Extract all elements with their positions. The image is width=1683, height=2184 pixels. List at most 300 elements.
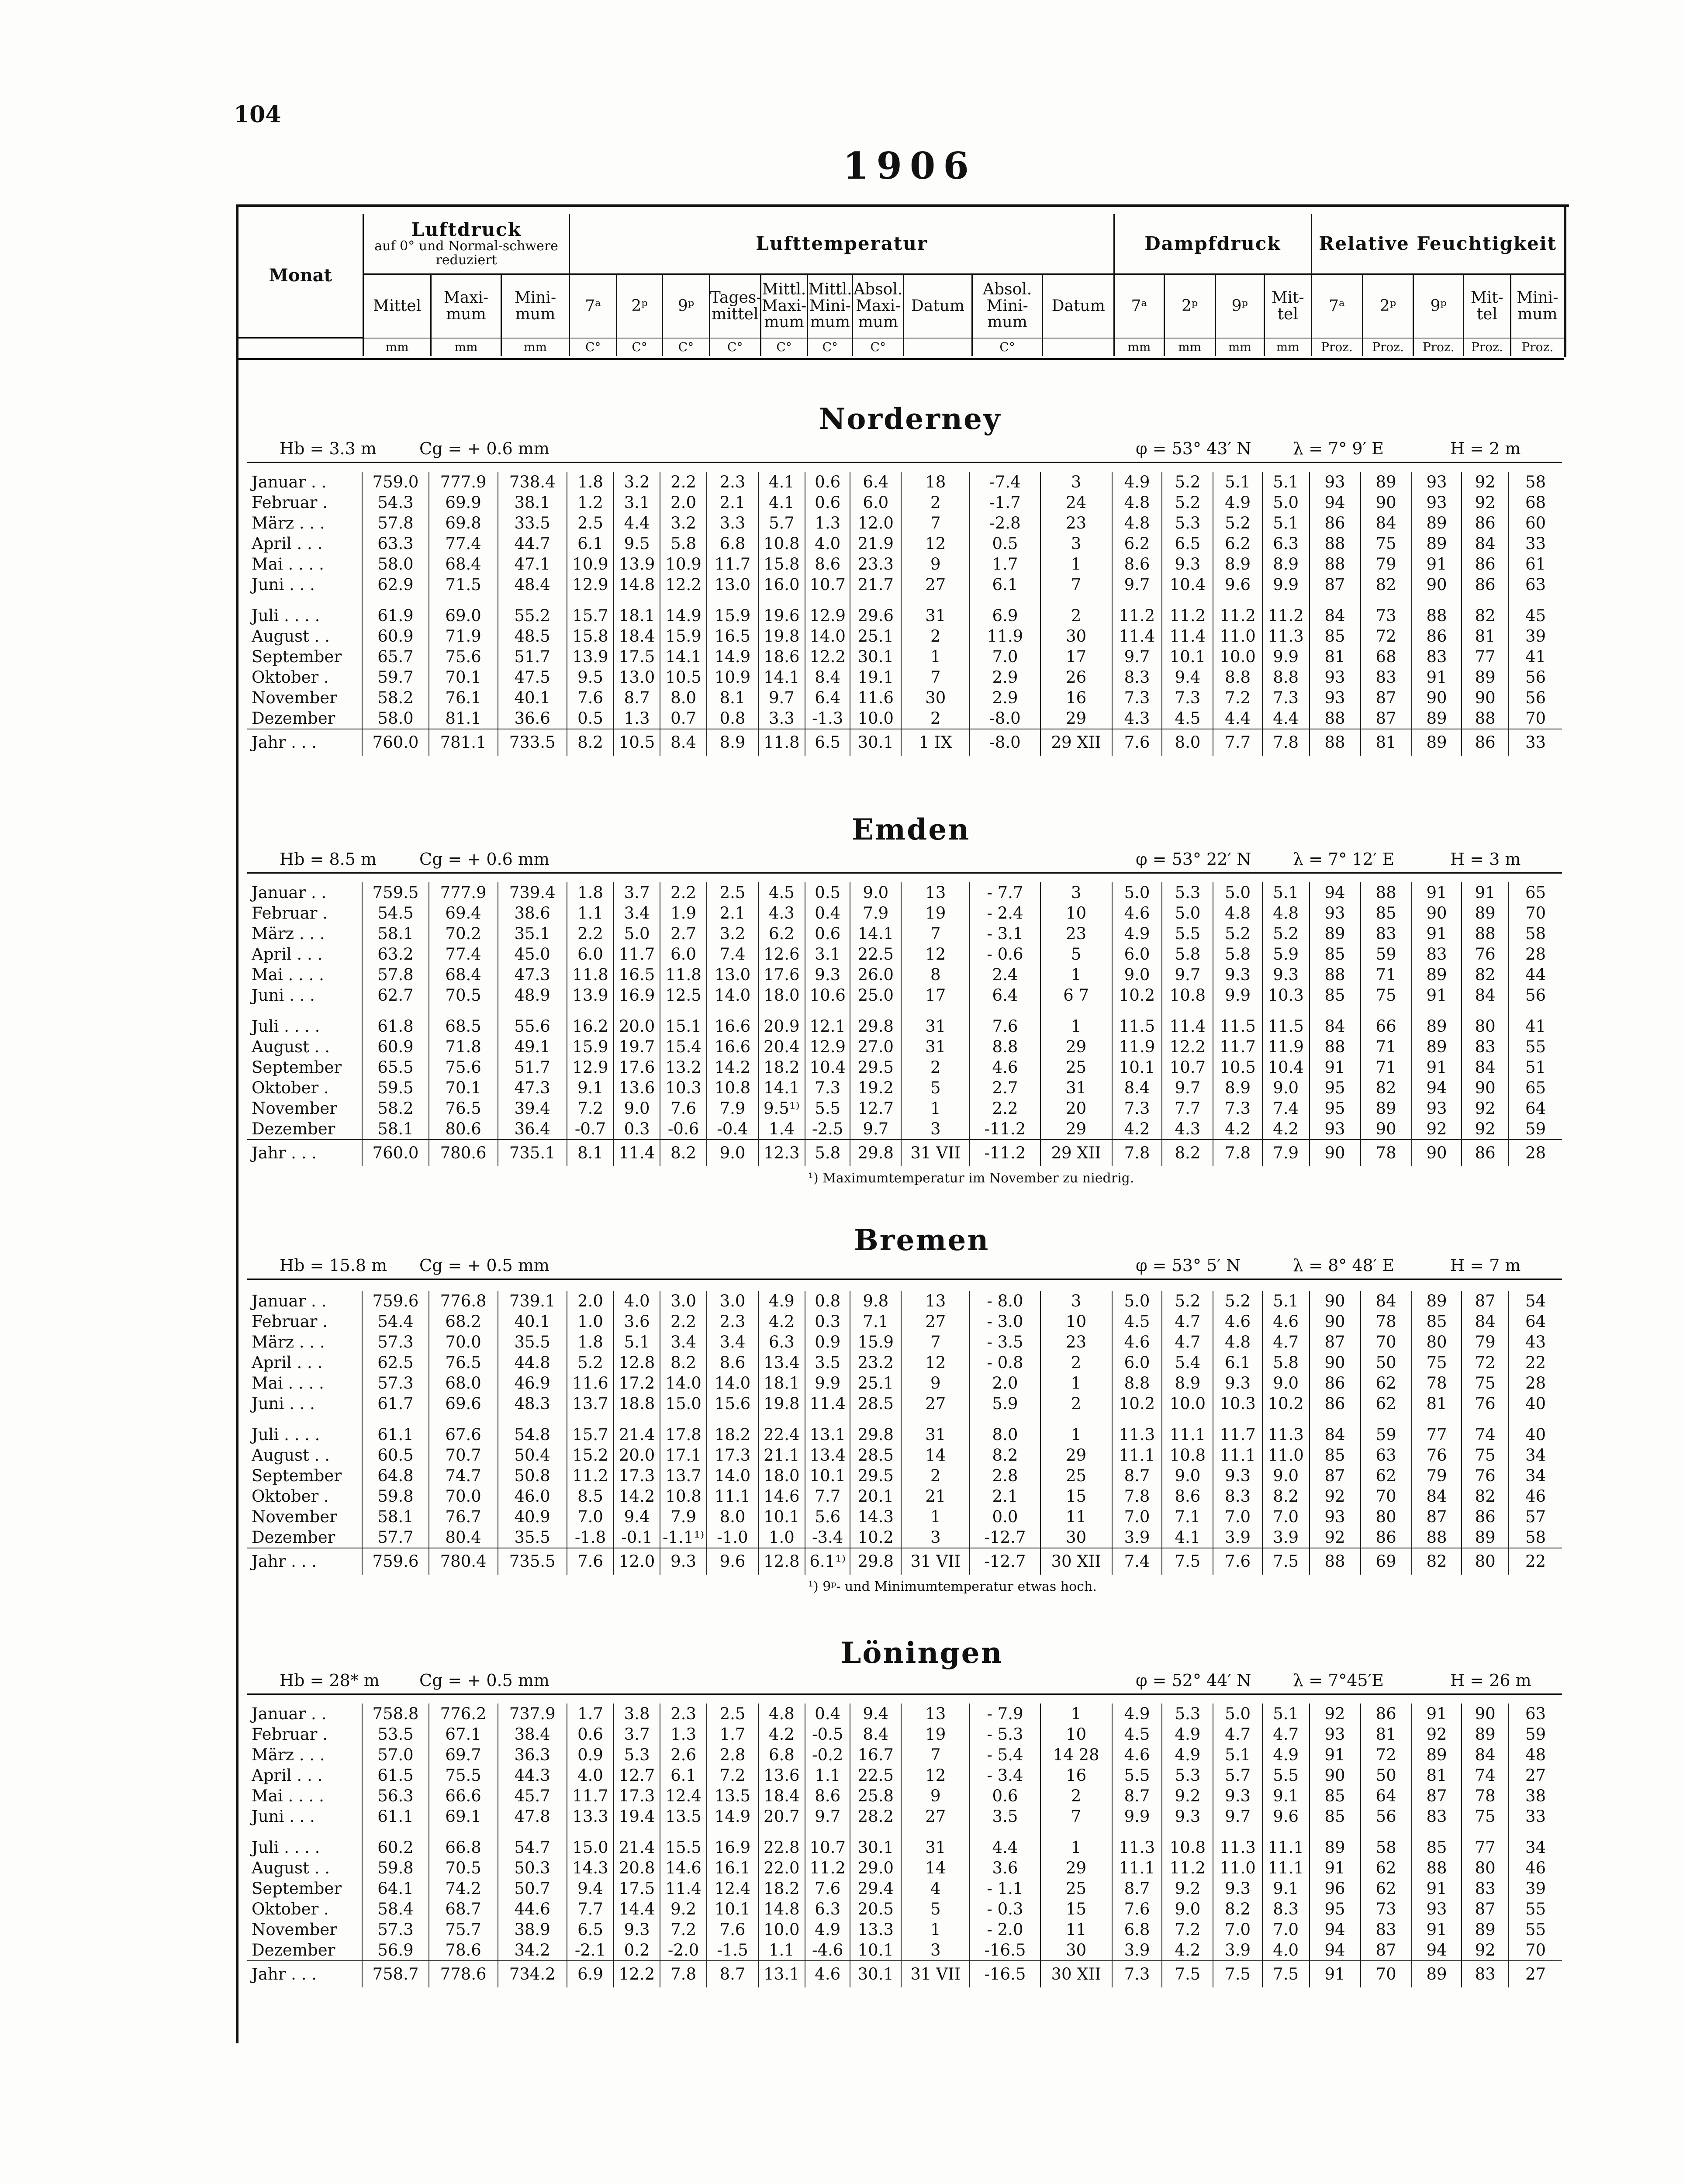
table-cell: 9.6	[707, 1548, 758, 1575]
table-cell: 7.3	[1213, 1098, 1262, 1119]
table-cell: 59.8	[362, 1486, 429, 1507]
header-unit	[1043, 338, 1114, 356]
table-cell: 2.0	[660, 492, 707, 513]
table-cell: 11	[1040, 1919, 1112, 1940]
table-cell: 1.0	[758, 1527, 805, 1548]
table-cell: 10.1	[758, 1507, 805, 1527]
table-cell: 7.1	[850, 1311, 901, 1332]
table-cell: 18	[901, 472, 970, 492]
table-cell: 4.3	[1162, 1119, 1213, 1140]
table-cell: 5	[1040, 944, 1112, 964]
table-cell: 9.9	[1262, 574, 1310, 595]
table-cell: 38.4	[498, 1724, 567, 1745]
table-cell: 87	[1412, 1786, 1462, 1806]
table-cell: 61.1	[362, 1424, 429, 1445]
table-cell: 51.7	[498, 646, 567, 667]
table-cell: 9.7	[758, 688, 805, 708]
table-cell: 5.1	[1262, 513, 1310, 533]
table-cell: 89	[1462, 903, 1509, 923]
table-cell: 15.7	[567, 1424, 614, 1445]
table-cell: 14.2	[614, 1486, 660, 1507]
table-cell: 65	[1509, 882, 1562, 903]
table-cell: 10.9	[660, 554, 707, 574]
table-cell: 3.2	[707, 923, 758, 944]
table-cell: 90	[1462, 1704, 1509, 1724]
table-cell: 17.3	[614, 1786, 660, 1806]
table-cell: 38.9	[498, 1919, 567, 1940]
table-cell: 11.2	[805, 1858, 850, 1878]
table-cell: 11.9	[1262, 1037, 1310, 1057]
table-cell: 8.0	[970, 1424, 1040, 1445]
header-monat: Monat	[238, 214, 363, 338]
table-cell: 62.7	[362, 985, 429, 1006]
table-cell: 0.4	[805, 1704, 850, 1724]
table-cell: 95	[1310, 1899, 1361, 1919]
table-cell: 72	[1462, 1352, 1509, 1373]
table-row	[247, 688, 1562, 708]
table-cell: 64	[1509, 1311, 1562, 1332]
table-cell: 6.8	[758, 1745, 805, 1765]
table-cell: 8.9	[1213, 1078, 1262, 1098]
table-cell: 16.9	[614, 985, 660, 1006]
table-cell: 10.5	[614, 729, 660, 756]
table-row	[247, 1940, 1562, 1961]
header-unit: mm	[1114, 338, 1165, 356]
table-cell: 33	[1509, 729, 1562, 756]
table-cell: 0.8	[707, 708, 758, 729]
table-cell: 14.8	[614, 574, 660, 595]
table-cell: 9.4	[567, 1878, 614, 1899]
table-cell: 6.9	[567, 1961, 614, 1987]
table-cell: 14.3	[567, 1858, 614, 1878]
station-data-table	[247, 1291, 1562, 1575]
table-cell: 18.4	[614, 626, 660, 646]
table-cell: 91	[1310, 1057, 1361, 1078]
table-cell: 34	[1509, 1445, 1562, 1465]
table-cell: 1.3	[614, 708, 660, 729]
table-cell: 91	[1412, 985, 1462, 1006]
month-label: Dezember	[252, 1941, 335, 1959]
table-cell: 89	[1412, 1745, 1462, 1765]
table-cell: 56	[1509, 667, 1562, 688]
header-unit: Proz.	[1362, 338, 1413, 356]
table-cell: 2.7	[970, 1078, 1040, 1098]
table-cell: 26.0	[850, 964, 901, 985]
table-cell: 18.1	[758, 1373, 805, 1393]
table-cell: 48.3	[498, 1393, 567, 1414]
station-name: Emden	[852, 812, 971, 847]
table-row	[247, 1919, 1562, 1940]
table-cell: 94	[1310, 1919, 1361, 1940]
table-cell: 47.8	[498, 1806, 567, 1827]
table-cell: 82	[1462, 1486, 1509, 1507]
table-cell: 92	[1310, 1527, 1361, 1548]
table-cell: 71.9	[429, 626, 498, 646]
table-cell: 59	[1509, 1119, 1562, 1140]
table-cell: 10	[1040, 1724, 1112, 1745]
table-cell: 1	[1040, 1373, 1112, 1393]
table-cell: 74.7	[429, 1465, 498, 1486]
table-cell: 31	[901, 1837, 970, 1858]
table-cell: 13	[901, 1291, 970, 1311]
table-cell: 84	[1462, 533, 1509, 554]
table-cell: 5.0	[614, 923, 660, 944]
table-cell: 93	[1310, 688, 1361, 708]
gap-cell	[1112, 1827, 1162, 1837]
table-cell: 24	[1040, 492, 1112, 513]
table-cell: 1.3	[660, 1724, 707, 1745]
table-cell: 1.8	[567, 1332, 614, 1352]
table-cell: 4.1	[758, 492, 805, 513]
table-cell: 84	[1310, 605, 1361, 626]
table-cell: 3.7	[614, 882, 660, 903]
table-cell: 21.4	[614, 1424, 660, 1445]
table-cell: 80	[1462, 1016, 1509, 1037]
table-cell: 14.0	[707, 985, 758, 1006]
table-cell: 95	[1310, 1098, 1361, 1119]
table-cell: 34	[1509, 1837, 1562, 1858]
table-cell: 66.6	[429, 1786, 498, 1806]
table-cell: 90	[1462, 1078, 1509, 1098]
table-cell: 0.8	[805, 1291, 850, 1311]
table-cell: 9.7	[850, 1119, 901, 1140]
frame-right-rule	[1564, 204, 1566, 357]
table-cell: 80.6	[429, 1119, 498, 1140]
table-cell: 30 XII	[1040, 1961, 1112, 1987]
table-cell: 19.4	[614, 1806, 660, 1827]
table-cell: 16.5	[707, 626, 758, 646]
header-col: 9ᵖ	[1215, 274, 1264, 338]
longitude: λ = 7°45′E	[1293, 1671, 1384, 1690]
table-cell: -11.2	[970, 1119, 1040, 1140]
table-cell: 60.2	[362, 1837, 429, 1858]
table-cell: 7.5	[1262, 1961, 1310, 1987]
table-cell: 64.1	[362, 1878, 429, 1899]
table-cell: 2.3	[707, 1311, 758, 1332]
table-cell: 0.9	[805, 1332, 850, 1352]
table-cell: 12.2	[614, 1961, 660, 1987]
table-cell: 4.5	[758, 882, 805, 903]
table-cell: 62	[1361, 1878, 1412, 1899]
gap-cell	[1262, 1414, 1310, 1424]
table-cell: 9.2	[1162, 1786, 1213, 1806]
table-cell: 13.1	[758, 1961, 805, 1987]
table-cell: 11.3	[1112, 1837, 1162, 1858]
table-cell: 71	[1361, 1057, 1412, 1078]
table-cell: 759.6	[362, 1548, 429, 1575]
table-cell: 4.9	[1112, 1704, 1162, 1724]
table-cell: 9.6	[1213, 574, 1262, 595]
month-label: September	[252, 1879, 342, 1898]
table-cell: 7.6	[707, 1919, 758, 1940]
gap-cell	[970, 1827, 1040, 1837]
table-cell: - 3.5	[970, 1332, 1040, 1352]
table-cell: 0.5	[567, 708, 614, 729]
table-cell: 89	[1361, 1098, 1412, 1119]
table-cell: 5.7	[1213, 1765, 1262, 1786]
month-label: Jahr . . .	[247, 1548, 362, 1575]
header-col: 7ᵃ	[570, 274, 617, 338]
table-cell: 76	[1462, 1465, 1509, 1486]
table-cell: -12.7	[970, 1527, 1040, 1548]
table-cell: 10.1	[707, 1899, 758, 1919]
table-cell: 3.5	[970, 1806, 1040, 1827]
table-cell: 3.4	[707, 1332, 758, 1352]
table-cell: 82	[1462, 605, 1509, 626]
table-cell: 4.4	[970, 1837, 1040, 1858]
table-cell: 6.1	[660, 1765, 707, 1786]
table-cell: 11	[1040, 1507, 1112, 1527]
table-cell: 73	[1361, 605, 1412, 626]
table-cell: 8.6	[805, 554, 850, 574]
table-cell: 21.9	[850, 533, 901, 554]
table-cell: 11.7	[567, 1786, 614, 1806]
table-cell: 12.3	[758, 1140, 805, 1166]
table-cell: 15.9	[707, 605, 758, 626]
table-cell: 76	[1462, 944, 1509, 964]
table-cell: 7.3	[805, 1078, 850, 1098]
table-cell: 5.8	[660, 533, 707, 554]
table-cell: 20.8	[614, 1858, 660, 1878]
gap-cell	[247, 595, 362, 605]
table-cell: 61.8	[362, 1016, 429, 1037]
table-cell: 85	[1412, 1311, 1462, 1332]
section-top-rule	[247, 1693, 1562, 1695]
gap-cell	[970, 595, 1040, 605]
table-cell: 80	[1462, 1548, 1509, 1575]
table-cell: 81	[1310, 646, 1361, 667]
table-cell: 28.5	[850, 1445, 901, 1465]
table-cell: 81	[1412, 1765, 1462, 1786]
gap-cell	[1262, 1006, 1310, 1016]
table-cell: 12.1	[805, 1016, 850, 1037]
table-cell: 65	[1509, 1078, 1562, 1098]
table-cell: 738.4	[498, 472, 567, 492]
table-cell: 5.3	[1162, 1704, 1213, 1724]
table-cell: 68.7	[429, 1899, 498, 1919]
table-cell: 6.8	[1112, 1919, 1162, 1940]
table-cell: 62.5	[362, 1352, 429, 1373]
table-cell: 13.5	[660, 1806, 707, 1827]
table-cell: 51.7	[498, 1057, 567, 1078]
header-col: Tages-mittel	[709, 274, 760, 338]
table-cell: 79	[1412, 1465, 1462, 1486]
gap-cell	[429, 1827, 498, 1837]
table-cell: 48.4	[498, 574, 567, 595]
month-label: April . . .	[252, 534, 323, 553]
table-cell: 5.1	[1213, 472, 1262, 492]
table-cell: 18.0	[758, 985, 805, 1006]
table-cell: 4.8	[1112, 513, 1162, 533]
table-cell: 15.0	[567, 1837, 614, 1858]
table-cell: 70.0	[429, 1332, 498, 1352]
header-luftdruck-label: Luftdruck	[411, 219, 522, 241]
table-cell: 23	[1040, 513, 1112, 533]
header-luftdruck-sub: auf 0° und Normal-schwere reduziert	[374, 238, 558, 268]
table-cell: 7.0	[1262, 1919, 1310, 1940]
table-cell: 1.9	[660, 903, 707, 923]
table-cell: 4.9	[1162, 1724, 1213, 1745]
table-cell: 75.6	[429, 646, 498, 667]
table-cell: 19.7	[614, 1037, 660, 1057]
table-cell: 56.9	[362, 1940, 429, 1961]
gap-cell	[567, 1006, 614, 1016]
footnote: ¹) 9ᵖ- und Minimumtemperatur etwas hoch.	[808, 1579, 1097, 1594]
table-cell: 15.8	[758, 554, 805, 574]
table-cell: 6.1¹⁾	[805, 1548, 850, 1575]
table-cell: 5.0	[1262, 492, 1310, 513]
table-cell: 30.1	[850, 646, 901, 667]
table-cell: 29.5	[850, 1465, 901, 1486]
table-cell: 2.2	[660, 1311, 707, 1332]
table-cell: 70	[1361, 1961, 1412, 1987]
table-cell: 2.1	[707, 903, 758, 923]
table-cell: 7.2	[707, 1765, 758, 1786]
table-cell: 9.3	[1213, 1878, 1262, 1899]
table-cell: 5.3	[1162, 882, 1213, 903]
header-bottom-rule	[238, 358, 1564, 360]
table-cell: 55	[1509, 1919, 1562, 1940]
table-cell: 58.2	[362, 688, 429, 708]
table-cell: 7.4	[1112, 1548, 1162, 1575]
table-cell: 29.4	[850, 1878, 901, 1899]
table-cell: 5.3	[1162, 1765, 1213, 1786]
month-label: Januar . .	[252, 473, 327, 491]
table-cell: 88	[1361, 882, 1412, 903]
table-cell: 47.3	[498, 1078, 567, 1098]
table-cell: 86	[1462, 729, 1509, 756]
gravity-correction: Cg = + 0.5 mm	[419, 1671, 549, 1690]
table-cell: 91	[1412, 1057, 1462, 1078]
table-cell: 72	[1361, 1745, 1412, 1765]
table-cell: 3.7	[614, 1724, 660, 1745]
month-label: Januar . .	[252, 883, 327, 902]
table-cell: 5.0	[1162, 903, 1213, 923]
table-cell: -0.5	[805, 1724, 850, 1745]
gap-cell	[567, 1827, 614, 1837]
table-cell: 75	[1412, 1352, 1462, 1373]
table-cell: 19.2	[850, 1078, 901, 1098]
table-cell: 5	[901, 1899, 970, 1919]
table-cell: 10.3	[1213, 1393, 1262, 1414]
table-cell: 18.6	[758, 646, 805, 667]
table-cell: 4.9	[1262, 1745, 1310, 1765]
table-cell: 10.6	[805, 985, 850, 1006]
table-cell: 12.5	[660, 985, 707, 1006]
table-cell: 55	[1509, 1899, 1562, 1919]
table-cell: 56	[1509, 985, 1562, 1006]
table-cell: 10.8	[660, 1486, 707, 1507]
table-cell: 75	[1462, 1806, 1509, 1827]
table-cell: 22.8	[758, 1837, 805, 1858]
table-cell: 78.6	[429, 1940, 498, 1961]
month-label: Februar .	[252, 493, 328, 512]
table-cell: 9.5	[567, 667, 614, 688]
table-cell: 61.9	[362, 605, 429, 626]
table-cell: 7.8	[1112, 1140, 1162, 1166]
table-cell: 22.0	[758, 1858, 805, 1878]
table-cell: 6.0	[567, 944, 614, 964]
latitude: φ = 53° 43′ N	[1136, 439, 1251, 458]
table-row	[247, 1445, 1562, 1465]
table-cell: 8.3	[1112, 667, 1162, 688]
table-cell: 86	[1462, 513, 1509, 533]
table-cell: 10.2	[1112, 985, 1162, 1006]
table-cell: 29.6	[850, 605, 901, 626]
table-cell: 11.3	[1262, 626, 1310, 646]
table-cell: 7.7	[1162, 1098, 1213, 1119]
table-cell: 81	[1361, 729, 1412, 756]
table-cell: 33	[1509, 533, 1562, 554]
table-cell: - 5.4	[970, 1745, 1040, 1765]
table-cell: 2.9	[970, 688, 1040, 708]
table-row	[247, 1016, 1562, 1037]
table-cell: 735.1	[498, 1140, 567, 1166]
table-cell: 89	[1361, 472, 1412, 492]
table-cell: 2	[901, 492, 970, 513]
table-cell: 8.2	[660, 1352, 707, 1373]
table-cell: 29 XII	[1040, 729, 1112, 756]
table-cell: 88	[1412, 1527, 1462, 1548]
table-cell: 31	[901, 1424, 970, 1445]
table-row	[247, 1352, 1562, 1373]
table-cell: 6.3	[1262, 533, 1310, 554]
table-cell: 14.1	[758, 667, 805, 688]
gap-cell	[1509, 595, 1562, 605]
month-label: Jahr . . .	[247, 1140, 362, 1166]
table-cell: 8.9	[707, 729, 758, 756]
table-cell: 3.6	[614, 1311, 660, 1332]
table-cell: 3.9	[1213, 1527, 1262, 1548]
table-cell: 12	[901, 1352, 970, 1373]
table-cell: 11.9	[970, 626, 1040, 646]
header-col: Mittl. Maxi-mum	[760, 274, 808, 338]
table-cell: 30	[901, 688, 970, 708]
table-cell: 9.9	[1262, 646, 1310, 667]
table-cell: 16.2	[567, 1016, 614, 1037]
gap-cell	[1509, 1006, 1562, 1016]
table-cell: 86	[1412, 626, 1462, 646]
table-cell: 19.8	[758, 626, 805, 646]
table-cell: 87	[1361, 1940, 1412, 1961]
table-cell: 89	[1412, 1037, 1462, 1057]
table-cell: 9.2	[660, 1899, 707, 1919]
table-cell: -2.0	[660, 1940, 707, 1961]
table-cell: 7.5	[1262, 1548, 1310, 1575]
table-cell: 12.2	[660, 574, 707, 595]
table-cell: 83	[1412, 1806, 1462, 1827]
table-cell: 17.5	[614, 1878, 660, 1899]
header-unit: Proz.	[1413, 338, 1464, 356]
table-cell: 16.6	[707, 1037, 758, 1057]
table-cell: 94	[1310, 882, 1361, 903]
table-cell: 735.5	[498, 1548, 567, 1575]
table-cell: 30 XII	[1040, 1548, 1112, 1575]
gap-cell	[901, 1006, 970, 1016]
table-cell: 734.2	[498, 1961, 567, 1987]
month-label: Mai . . . .	[252, 1374, 324, 1393]
column-header	[238, 214, 1564, 356]
table-cell: 55.6	[498, 1016, 567, 1037]
table-cell: 0.3	[614, 1119, 660, 1140]
gap-cell	[429, 595, 498, 605]
table-cell: 72	[1361, 626, 1412, 646]
gap-cell	[1462, 1006, 1509, 1016]
table-cell: 4.3	[758, 903, 805, 923]
table-cell: 16.1	[707, 1858, 758, 1878]
table-cell: 12.7	[850, 1098, 901, 1119]
table-cell: 8.6	[1112, 554, 1162, 574]
